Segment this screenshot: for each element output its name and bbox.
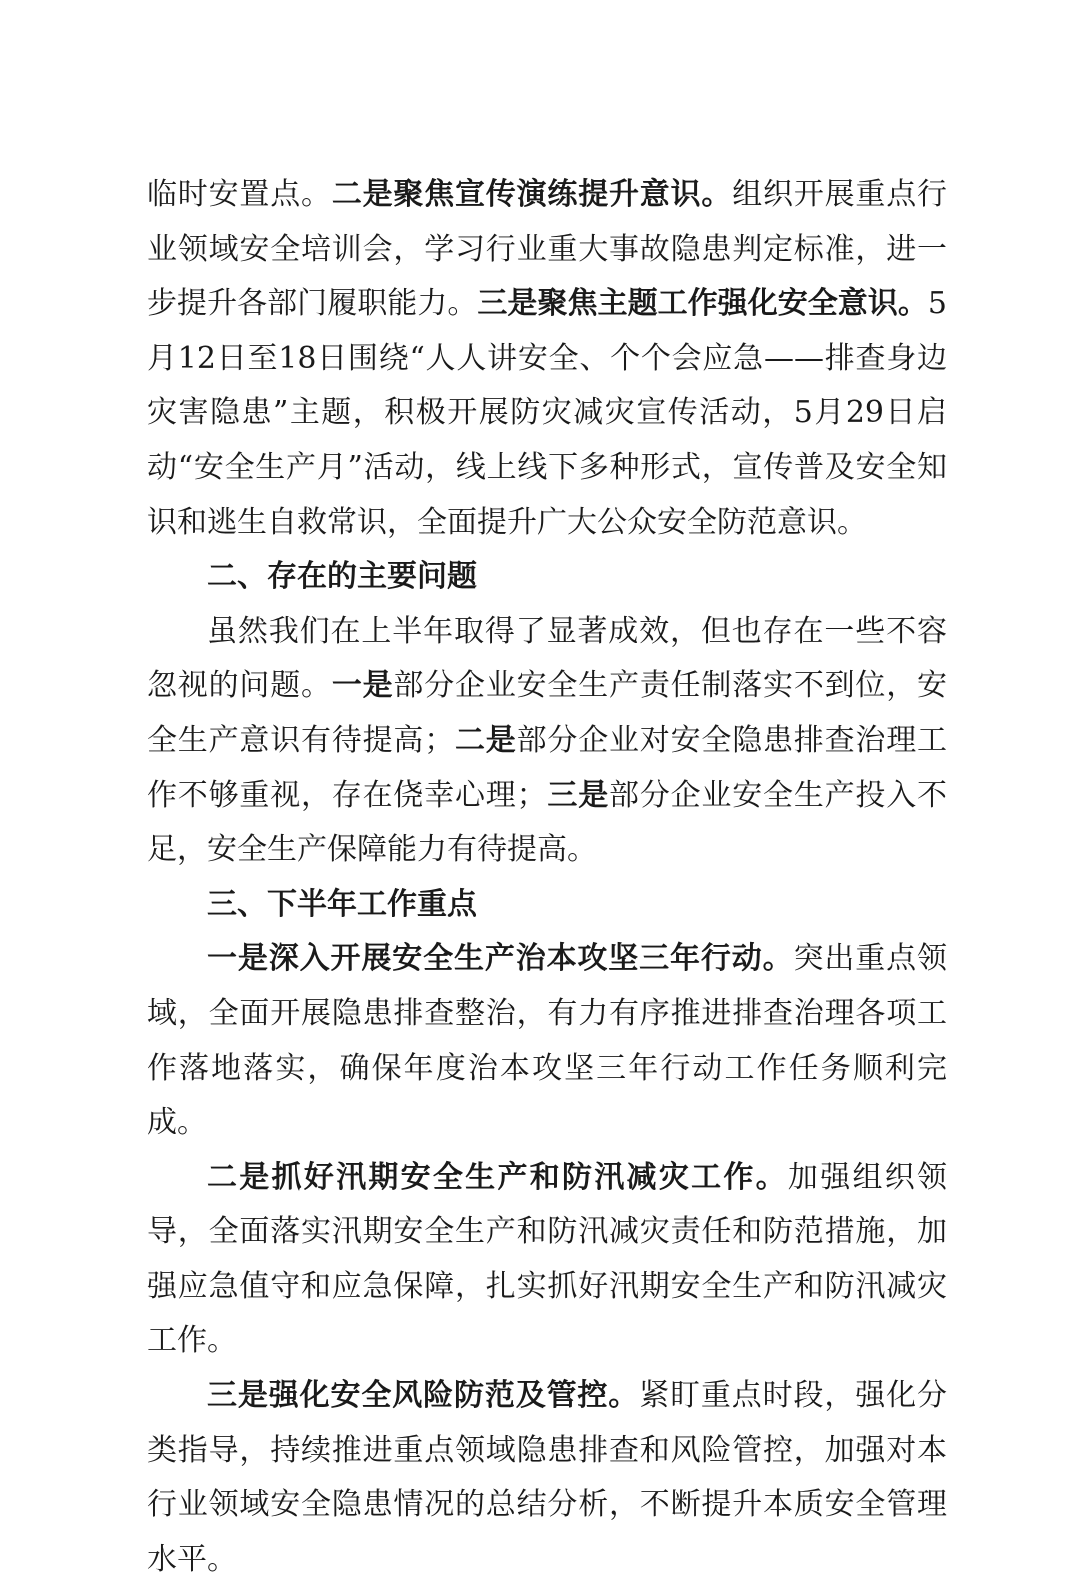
text-segment: 5月12日至18日围绕“人人讲安全、个个会应急——排查身边灾害隐患”主题，积极开展防灾减灾宣传活动，5月29日启动“安全生产月”活动，线上线下多种形式，宣传普及安全知识和逃生自救常识，全面提升广大公众安全防范意识。 (147, 286, 948, 540)
lead-phrase: 一是深入开展安全生产治本攻坚三年行动。 (207, 941, 794, 977)
lead-phrase: 三是聚焦主题工作强化安全意识。 (477, 286, 928, 322)
lead-phrase: 三是强化安全风险防范及管控。 (207, 1378, 640, 1414)
text-segment: 部分企业安全生产投入不足，安全生产保障能力有待提高。 (147, 777, 948, 868)
heading-text: 三、下半年工作重点 (207, 886, 477, 922)
text-segment: 临时安置点。 (147, 177, 332, 212)
lead-phrase: 三是 (546, 777, 610, 813)
lead-phrase: 二是抓好汛期安全生产和防汛减灾工作。 (207, 1159, 788, 1195)
section-heading-priorities (147, 878, 947, 933)
text-segment: 紧盯重点时段，强化分类指导，持续推进重点领域隐患排查和风险管控，加强对本行业领域安全隐患情况的总结分析，不断提升本质安全管理水平。 (147, 1378, 948, 1577)
text-segment: 突出重点领域，全面开展隐患排查整治，有力有序推进排查治理各项工作落地落实，确保年度治本攻坚三年行动工作任务顺利完成。 (147, 941, 948, 1141)
lead-phrase: 二是聚焦宣传演练提升意识。 (331, 177, 733, 212)
text-segment: 加强组织领导，全面落实汛期安全生产和防汛减灾责任和防范措施，加强应急值守和应急保障，扎实抓好汛期安全生产和防汛减灾工作。 (147, 1159, 948, 1359)
paragraph-priority-3 (147, 1369, 947, 1587)
lead-phrase: 一是 (331, 668, 394, 704)
heading-text: 二、存在的主要问题 (207, 559, 477, 595)
section-heading-problems (147, 550, 947, 605)
text-segment: 虽然我们在上半年取得了显著成效，但也存在一些不容忽视的问题。 (147, 613, 947, 704)
text-segment: 组织开展重点行业领域安全培训会，学习行业重大事故隐患判定标准，进一步提升各部门履职能力。 (147, 177, 948, 322)
paragraph-continuation (147, 168, 947, 550)
paragraph-priority-1 (147, 932, 947, 1150)
document-body (147, 168, 947, 1587)
paragraph-priority-2 (147, 1151, 947, 1369)
paragraph-problems (147, 605, 947, 878)
lead-phrase: 二是 (454, 722, 517, 758)
text-segment: 部分企业安全生产责任制落实不到位，安全生产意识有待提高； (147, 668, 948, 758)
text-segment: 部分企业对安全隐患排查治理工作不够重视，存在侥幸心理； (147, 722, 948, 813)
